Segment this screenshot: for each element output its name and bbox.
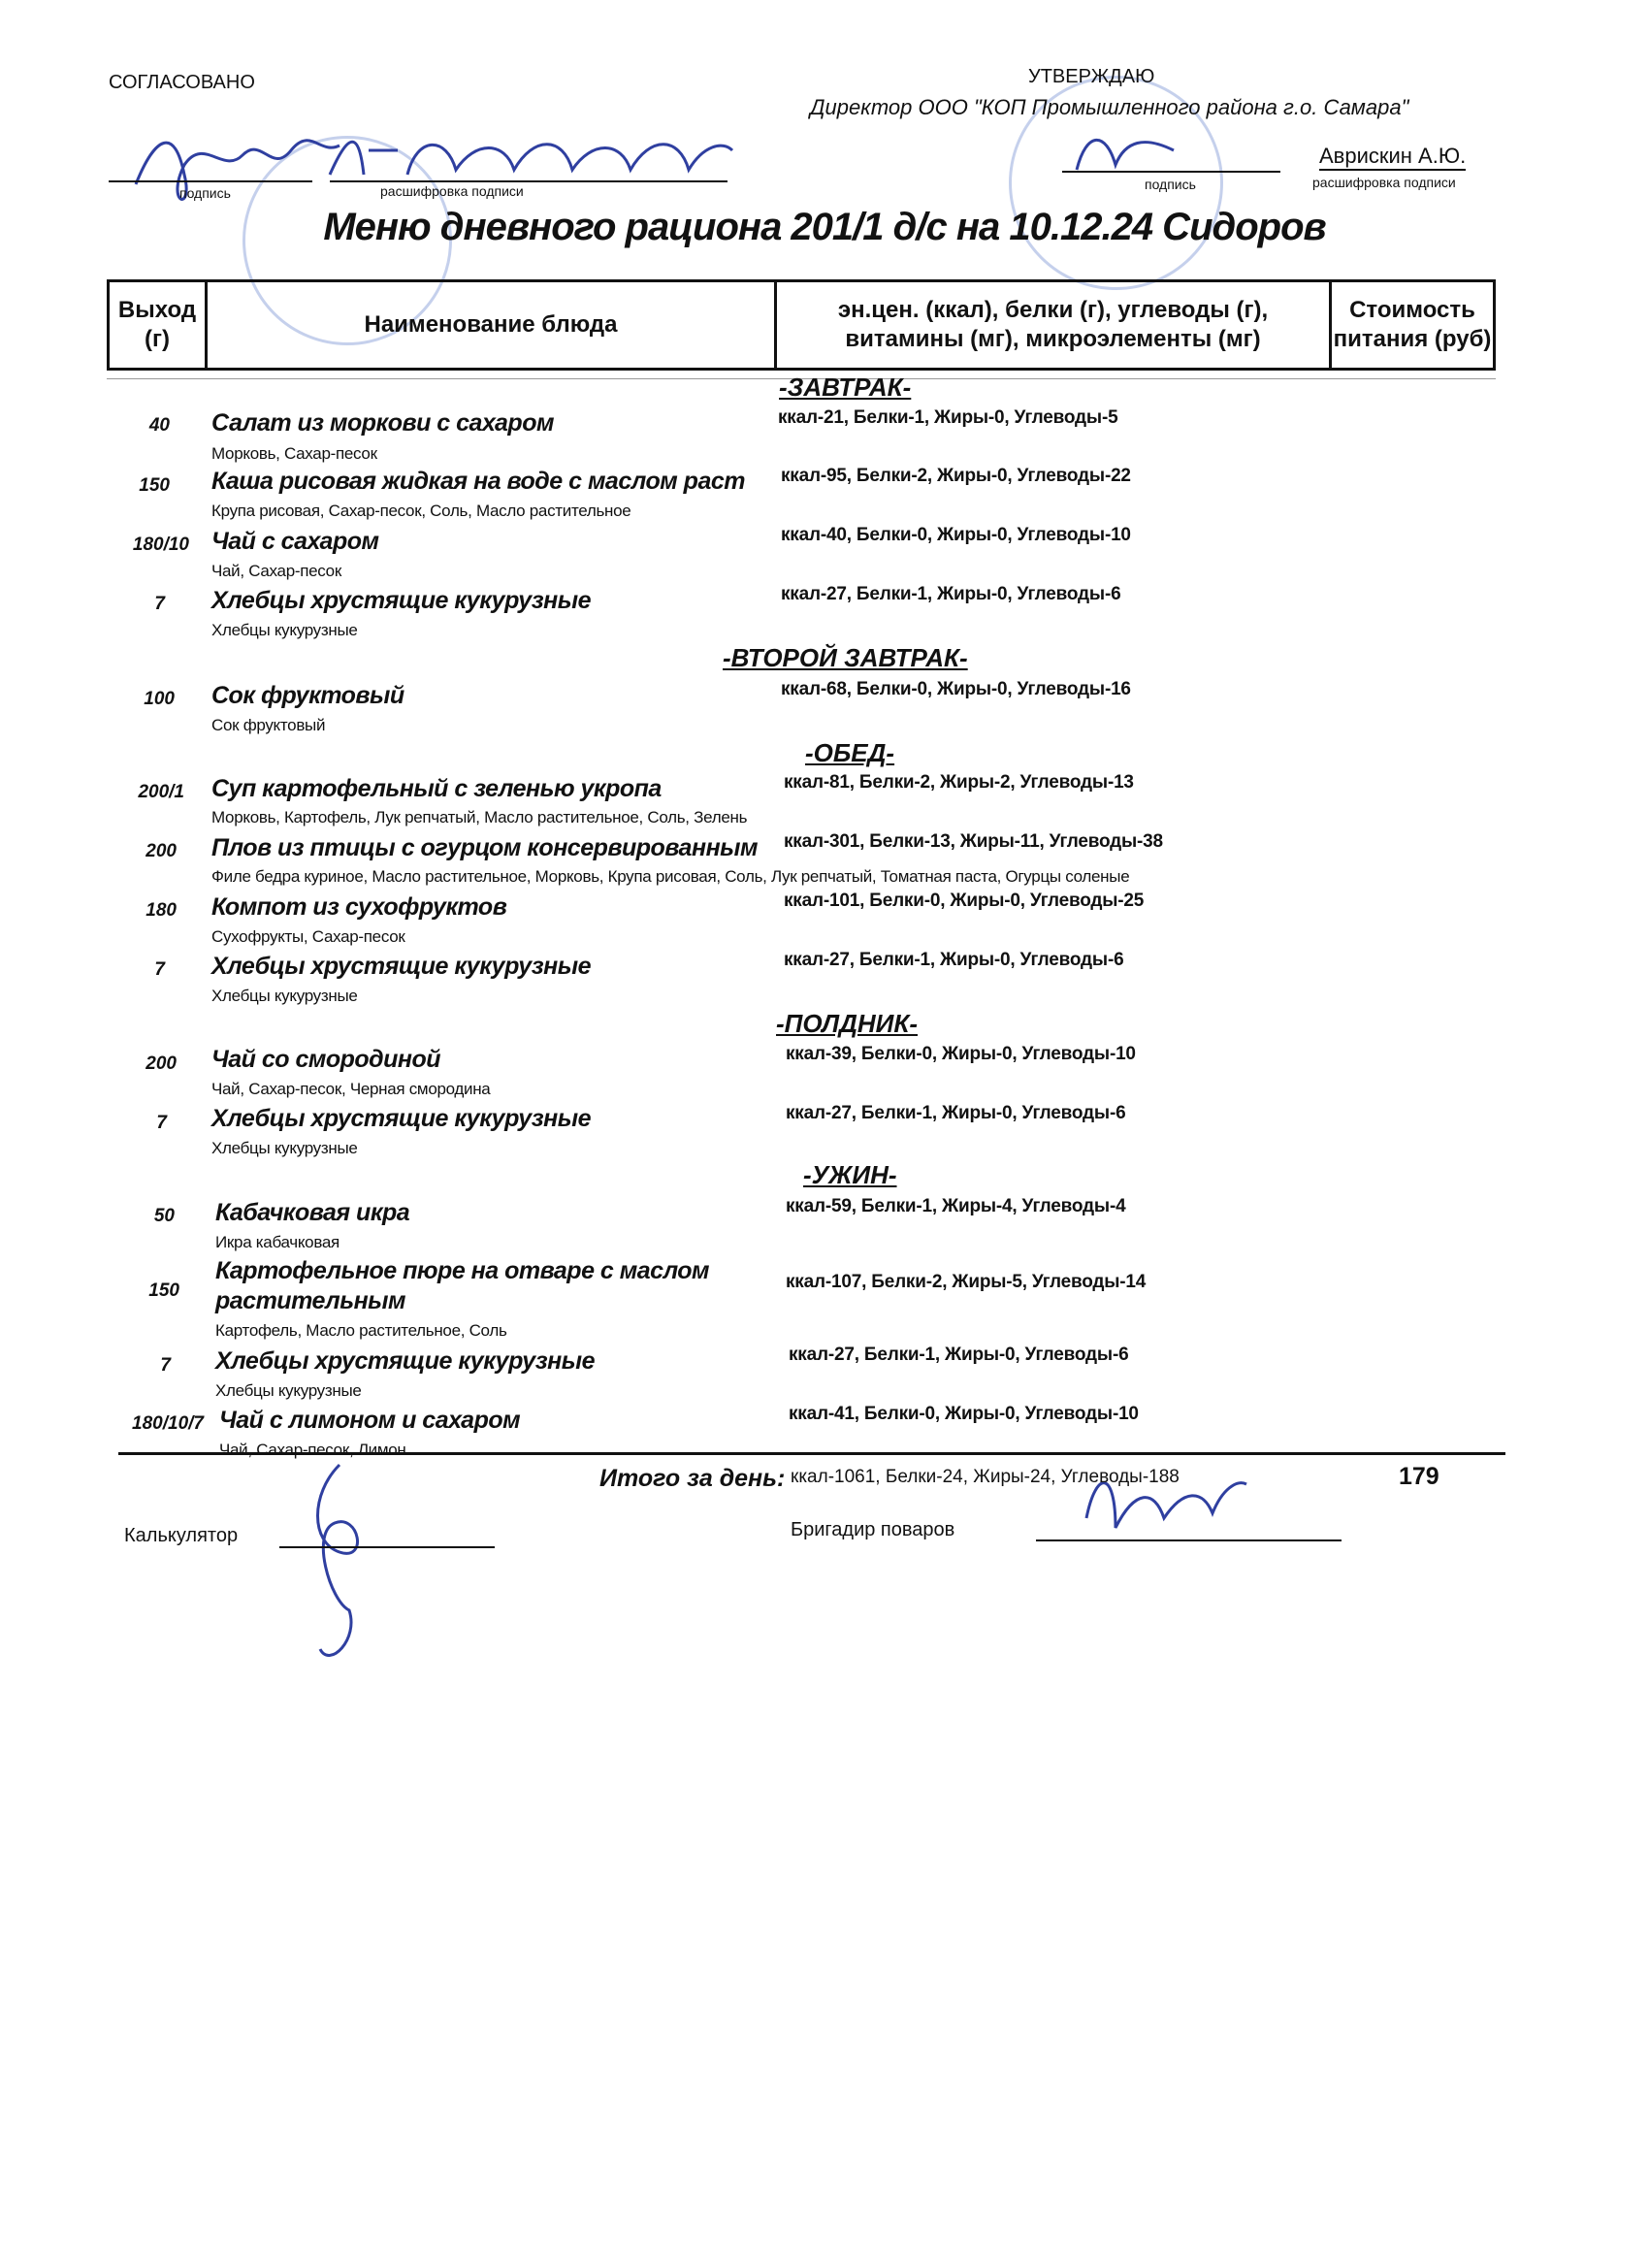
item-ingredients: Крупа рисовая, Сахар-песок, Соль, Масло растительное bbox=[211, 502, 631, 520]
approve-label: УТВЕРЖДАЮ bbox=[1028, 66, 1155, 87]
header-dish: Наименование блюда bbox=[205, 279, 777, 371]
item-nutrition: ккал-41, Белки-0, Жиры-0, Углеводы-10 bbox=[789, 1404, 1139, 1424]
item-name: Плов из птицы с огурцом консервированным bbox=[211, 834, 759, 861]
signature-agreed-decode bbox=[320, 121, 737, 189]
item-output: 150 bbox=[139, 475, 170, 496]
brigadier-label: Бригадир поваров bbox=[791, 1519, 955, 1540]
total-nutrition: ккал-1061, Белки-24, Жиры-24, Углеводы-188 bbox=[791, 1467, 1180, 1487]
calculator-label: Калькулятор bbox=[124, 1525, 239, 1546]
item-ingredients: Хлебцы кукурузные bbox=[211, 987, 358, 1005]
item-output: 100 bbox=[144, 689, 175, 709]
item-output: 50 bbox=[153, 1206, 175, 1226]
approver-name: Аврискин А.Ю. bbox=[1319, 144, 1466, 171]
item-output: 7 bbox=[154, 594, 165, 614]
agreed-sign-line bbox=[109, 180, 312, 182]
item-nutrition: ккал-27, Белки-1, Жиры-0, Углеводы-6 bbox=[784, 950, 1124, 970]
approver-sign-caption: подпись bbox=[1145, 177, 1196, 192]
item-output: 200/1 bbox=[138, 782, 184, 802]
item-ingredients: Икра кабачковая bbox=[215, 1233, 340, 1251]
document-title: Меню дневного рациона 201/1 д/с на 10.12.24 Сидоров bbox=[323, 206, 1326, 248]
item-output: 180 bbox=[146, 900, 177, 921]
item-name: Хлебцы хрустящие кукурузные bbox=[211, 1105, 592, 1132]
item-output: 7 bbox=[156, 1113, 167, 1133]
approver-role: Директор ООО "КОП Промышленного района г.о. Самара" bbox=[810, 95, 1409, 119]
item-ingredients: Хлебцы кукурузные bbox=[215, 1381, 362, 1400]
item-output: 7 bbox=[160, 1355, 171, 1376]
item-name: Каша рисовая жидкая на воде с маслом раст bbox=[211, 468, 745, 495]
total-label: Итого за день: bbox=[599, 1465, 786, 1492]
item-name: Кабачковая икра bbox=[215, 1199, 410, 1226]
item-nutrition: ккал-95, Белки-2, Жиры-0, Углеводы-22 bbox=[781, 466, 1131, 486]
item-name: Салат из моркови с сахаром bbox=[211, 409, 554, 437]
item-nutrition: ккал-101, Белки-0, Жиры-0, Углеводы-25 bbox=[784, 891, 1145, 911]
item-nutrition: ккал-59, Белки-1, Жиры-4, Углеводы-4 bbox=[786, 1196, 1126, 1216]
item-ingredients: Чай, Сахар-песок, Черная смородина bbox=[211, 1080, 491, 1098]
item-name: Хлебцы хрустящие кукурузные bbox=[211, 953, 592, 980]
section-dinner: -УЖИН- bbox=[803, 1160, 897, 1189]
item-name: Чай с сахаром bbox=[211, 528, 379, 555]
header-output: Выход (г) bbox=[107, 279, 208, 371]
item-name: Чай со смородиной bbox=[211, 1046, 441, 1073]
item-ingredients: Сок фруктовый bbox=[211, 716, 326, 734]
total-cost: 179 bbox=[1399, 1463, 1439, 1490]
approver-decode-caption: расшифровка подписи bbox=[1312, 175, 1456, 190]
section-breakfast: -ЗАВТРАК- bbox=[779, 373, 912, 402]
item-ingredients: Хлебцы кукурузные bbox=[211, 1139, 358, 1157]
item-name: Чай с лимоном и сахаром bbox=[219, 1407, 521, 1434]
item-nutrition: ккал-27, Белки-1, Жиры-0, Углеводы-6 bbox=[786, 1103, 1126, 1123]
brigadier-sign-line bbox=[1036, 1539, 1342, 1541]
item-name: Картофельное пюре на отваре с маслом bbox=[215, 1257, 710, 1284]
item-name: Сок фруктовый bbox=[211, 682, 404, 709]
item-ingredients: Сухофрукты, Сахар-песок bbox=[211, 927, 405, 946]
section-afternoon-snack: -ПОЛДНИК- bbox=[776, 1009, 918, 1038]
item-ingredients: Хлебцы кукурузные bbox=[211, 621, 358, 639]
item-output: 200 bbox=[146, 841, 177, 861]
item-output: 180/10 bbox=[132, 535, 189, 555]
item-ingredients: Чай, Сахар-песок, Лимон bbox=[219, 1441, 406, 1459]
item-nutrition: ккал-81, Белки-2, Жиры-2, Углеводы-13 bbox=[784, 772, 1134, 793]
item-nutrition: ккал-27, Белки-1, Жиры-0, Углеводы-6 bbox=[789, 1345, 1129, 1365]
signature-calculator bbox=[281, 1455, 398, 1678]
item-nutrition: ккал-21, Белки-1, Жиры-0, Углеводы-5 bbox=[778, 407, 1118, 428]
item-name-continued: растительным bbox=[215, 1287, 406, 1314]
item-nutrition: ккал-40, Белки-0, Жиры-0, Углеводы-10 bbox=[781, 525, 1131, 545]
item-ingredients: Картофель, Масло растительное, Соль bbox=[215, 1321, 507, 1340]
item-output: 150 bbox=[148, 1280, 179, 1301]
item-output: 200 bbox=[146, 1053, 177, 1074]
item-nutrition: ккал-107, Белки-2, Жиры-5, Углеводы-14 bbox=[786, 1272, 1147, 1292]
item-ingredients: Морковь, Сахар-песок bbox=[211, 444, 377, 463]
item-nutrition: ккал-301, Белки-13, Жиры-11, Углеводы-38 bbox=[784, 831, 1163, 852]
item-name: Хлебцы хрустящие кукурузные bbox=[211, 587, 592, 614]
item-name: Хлебцы хрустящие кукурузные bbox=[215, 1347, 596, 1375]
agreed-decode-line bbox=[330, 180, 728, 182]
section-second-breakfast: -ВТОРОЙ ЗАВТРАК- bbox=[723, 643, 968, 672]
agreed-label: СОГЛАСОВАНО bbox=[109, 72, 255, 93]
item-nutrition: ккал-27, Белки-1, Жиры-0, Углеводы-6 bbox=[781, 584, 1121, 604]
item-nutrition: ккал-68, Белки-0, Жиры-0, Углеводы-16 bbox=[781, 679, 1131, 699]
total-divider bbox=[118, 1452, 1505, 1455]
item-name: Суп картофельный с зеленью укропа bbox=[211, 775, 662, 802]
calculator-sign-line bbox=[279, 1546, 495, 1548]
agreed-decode-caption: расшифровка подписи bbox=[380, 183, 524, 199]
section-lunch: -ОБЕД- bbox=[805, 738, 895, 767]
item-ingredients: Филе бедра куриное, Масло растительное, Морковь, Крупа рисовая, Соль, Лук репчатый, Томатная паста, Огурцы соленые bbox=[211, 867, 1130, 886]
item-output: 40 bbox=[148, 415, 170, 436]
header-cost: Стоимость питания (руб) bbox=[1329, 279, 1496, 371]
item-output: 180/10/7 bbox=[132, 1413, 204, 1434]
item-name: Компот из сухофруктов bbox=[211, 893, 507, 921]
item-ingredients: Морковь, Картофель, Лук репчатый, Масло растительное, Соль, Зелень bbox=[211, 808, 748, 826]
header-nutrition: эн.цен. (ккал), белки (г), углеводы (г), витамины (мг), микроэлементы (мг) bbox=[774, 279, 1332, 371]
approver-sign-line bbox=[1062, 171, 1280, 173]
agreed-sign-caption: подпись bbox=[179, 185, 231, 201]
item-ingredients: Чай, Сахар-песок bbox=[211, 562, 341, 580]
item-output: 7 bbox=[154, 959, 165, 980]
item-nutrition: ккал-39, Белки-0, Жиры-0, Углеводы-10 bbox=[786, 1044, 1136, 1064]
